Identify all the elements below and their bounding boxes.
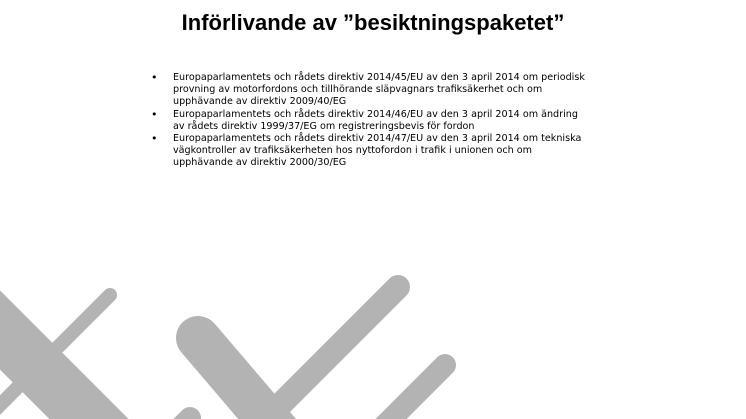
stripe-5	[350, 365, 445, 419]
list-item: • Europaparlamentets och rådets direktiv 2014/46/EU av den 3 april 2014 om ändring av rådets direktiv 1999/37/EG om registreringsbevis för fordon	[151, 109, 591, 133]
list-item: • Europaparlamentets och rådets direktiv 2014/45/EU av den 3 april 2014 om periodisk provning av motorfordons och tillhörande släpvagnars trafiksäkerhet och om upphävande av direktiv 2009/40/EG	[151, 72, 591, 109]
slide-title: Införlivande av ”besiktningspaketet”	[181, 10, 565, 35]
stripe-2	[0, 310, 110, 419]
directive-list	[151, 72, 591, 170]
list-item: • Europaparlamentets och rådets direktiv 2014/47/EU av den 3 april 2014 om tekniska vägkontroller av trafiksäkerheten hos nyttofordon i trafik i unionen och om upphävande av direktiv 2000/30/EG	[151, 133, 591, 170]
